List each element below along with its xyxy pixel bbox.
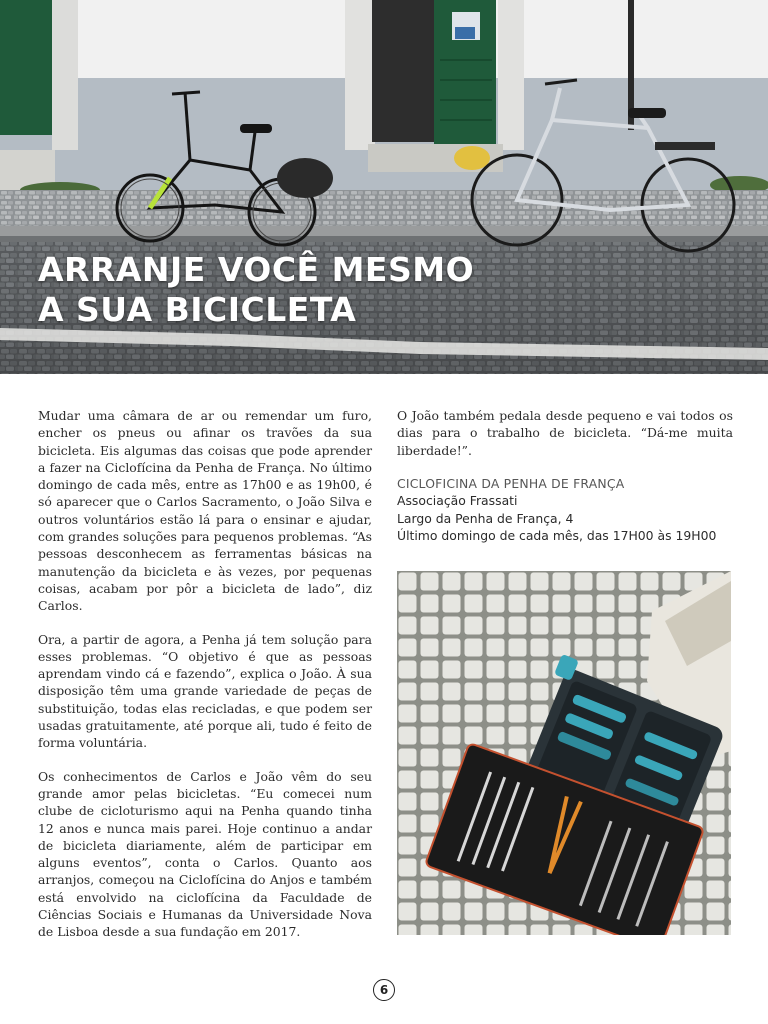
venue-name: CICLOFICINA DA PENHA DE FRANÇA bbox=[397, 475, 625, 491]
page-number: 6 bbox=[373, 979, 395, 1001]
body-paragraph: O João também pedala desde pequeno e vai todos os dias para o trabalho de bicicleta. “Dá-me muita liberdade!”. bbox=[397, 408, 733, 458]
venue-schedule: Último domingo de cada mês, das 17H00 às 19H00 bbox=[397, 528, 717, 544]
hero-photo bbox=[0, 0, 768, 374]
venue-address: Largo da Penha de França, 4 bbox=[397, 510, 574, 526]
venue-info bbox=[397, 475, 733, 545]
venue-association: Associação Frassati bbox=[397, 493, 518, 509]
left-column bbox=[38, 407, 372, 957]
tool-kit-illustration bbox=[397, 571, 731, 935]
body-paragraph: Os conhecimentos de Carlos e João vêm do seu grande amor pelas bicicletas. “Eu comecei num clube de cicloturismo aqui na Penha quando tinha 12 anos e nunca mais parei. Hoje continuo a andar de bicicleta diariamente, além de participar em alguns eventos”, conta o Carlos. Quanto aos arranjos, começou na Ciclofícina do Anjos e também está envolvido na ciclofícina da Faculdade de Ciências Sociais e Humanas da Universidade Nova de Lisboa desde a sua fundação em 2017. bbox=[38, 768, 372, 940]
body-paragraph: Ora, a partir de agora, a Penha já tem solução para esses problemas. “O objetivo é que as pessoas aprendam vindo cá e fazendo”, explica o João. À sua disposição têm uma grande variedade de peças de substituição, todas elas recicladas, e que podem ser usadas gratuitamente, até porque ali, tudo é feito de forma voluntária. bbox=[38, 631, 372, 751]
body-paragraph: Mudar uma câmara de ar ou remendar um furo, encher os pneus ou afinar os travões da sua bicicleta. Eis algumas das coisas que pode aprender a fazer na Ciclofícina da Penha de França. No último domingo de cada mês, entre as 17h00 e as 19h00, é só aparecer que o Carlos Sacramento, o João Silva e outros voluntários estão lá para o ensinar e ajudar, com grandes soluções para pequenos problemas. “As pessoas desconhecem as ferramentas básicas na manutenção da bicicleta e às vezes, por pequenas coisas, acabam por pôr a bicicleta de lado”, diz Carlos. bbox=[38, 408, 372, 614]
article-title bbox=[38, 250, 558, 330]
title-line-1: ARRANJE VOCÊ MESMO bbox=[38, 250, 475, 289]
tools-photo bbox=[397, 571, 731, 935]
right-column bbox=[397, 407, 733, 545]
title-line-2: A SUA BICICLETA bbox=[38, 290, 357, 329]
